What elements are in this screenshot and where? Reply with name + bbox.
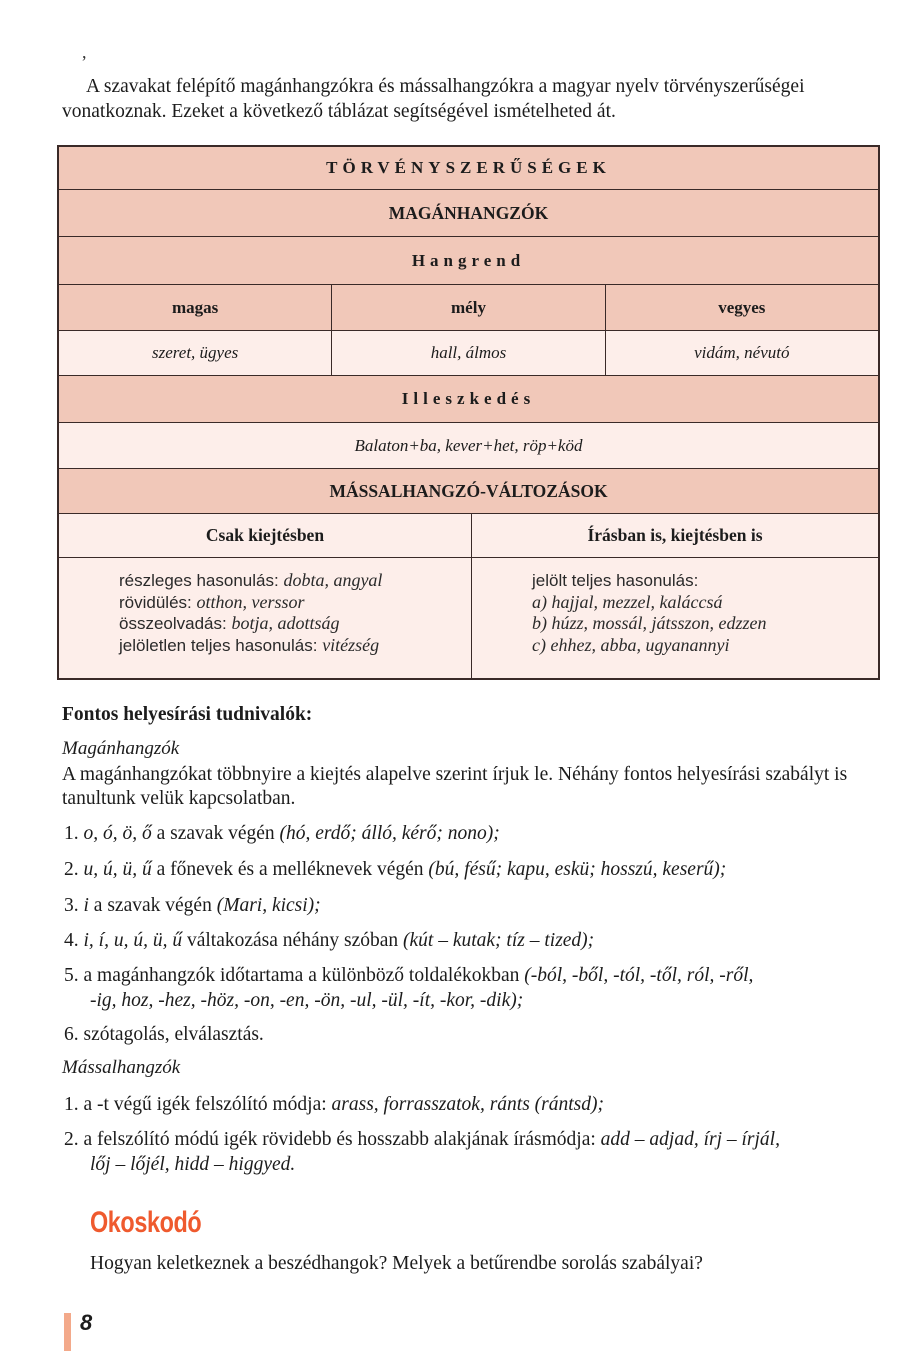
- vowel-rule-6: 6. szótagolás, elválasztás.: [64, 1024, 264, 1045]
- list-item: rövidülés: otthon, verssor: [119, 591, 305, 612]
- col-vegyes: vegyes: [605, 285, 878, 330]
- okoskodo-question: Hogyan keletkeznek a beszédhangok? Melyek a betűrendbe sorolás szabályai?: [90, 1253, 703, 1274]
- list-item: jelölt teljes hasonulás:: [532, 571, 699, 590]
- rules-table: [57, 145, 880, 680]
- consonants-header-row: [59, 469, 878, 514]
- vowel-rule-5: 5. a magánhangzók időtartama a különböző toldalékokban (-ból, -ből, -tól, -től, ról, -ről,: [64, 965, 754, 986]
- hangrend-columns-row: [59, 285, 878, 331]
- col-csak-kiejtesben: Csak kiejtésben: [205, 525, 325, 545]
- page-number: 8: [80, 1310, 93, 1335]
- illeszkedes-example: Balaton+ba, kever+het, röp+köd: [354, 435, 583, 455]
- vowel-rule-4: 4. i, í, u, ú, ü, ű váltakozása néhány szóban (kút – kutak; tíz – tized);: [64, 930, 595, 951]
- consonants-header: MÁSSALHANGZÓ-VÁLTOZÁSOK: [329, 480, 608, 501]
- stray-mark: ,: [82, 42, 87, 62]
- vowel-rule-2: 2. u, ú, ü, ű a főnevek és a melléknevek végén (bú, fésű; kapu, eskü; hosszú, keserű);: [64, 859, 727, 880]
- illeszkedes-row: [59, 376, 878, 423]
- vowels-header-row: [59, 190, 878, 237]
- consonant-rule-2: 2. a felszólító módú igék rövidebb és hosszabb alakjának írásmódja: add – adjad, írj – írjál,: [64, 1129, 780, 1150]
- vowel-rule-1: 1. o, ó, ö, ő a szavak végén (hó, erdő; álló, kérő; nono);: [64, 823, 500, 844]
- rules-title: Fontos helyesírási tudnivalók:: [62, 704, 313, 725]
- consonant-rule-2-cont: lőj – lőjél, hidd – higgyed.: [90, 1154, 296, 1175]
- page-number-bar: [64, 1313, 71, 1351]
- list-item: a) hajjal, mezzel, kaláccsá: [532, 591, 723, 612]
- consonants-subtitle: Mássalhangzók: [62, 1057, 181, 1078]
- vowel-rule-5-cont: -ig, hoz, -hez, -höz, -on, -en, -ön, -ul, -ül, -ít, -kor, -dik);: [90, 990, 524, 1011]
- list-item: összeolvadás: botja, adottság: [119, 613, 340, 633]
- vowel-rule-3: 3. i a szavak végén (Mari, kicsi);: [64, 895, 321, 916]
- hangrend-examples-row: [59, 331, 878, 376]
- example-magas: szeret, ügyes: [152, 343, 239, 362]
- col-irasban-is: Írásban is, kiejtésben is: [471, 514, 878, 557]
- intro-paragraph: A szavakat felépítő magánhangzókra és mássalhangzókra a magyar nyelv törvényszerűségei vonatkoznak. Ezeket a következő táblázat segítségével ismételheted át.: [62, 76, 805, 122]
- hangrend-row: [59, 237, 878, 285]
- illeszkedes-label: Illeszkedés: [401, 389, 536, 408]
- example-vegyes: vidám, névutó: [605, 331, 878, 375]
- example-mely: hall, álmos: [331, 331, 604, 375]
- illeszkedes-example-row: [59, 423, 878, 469]
- hangrend-label: Hangrend: [411, 250, 526, 270]
- consonant-columns-row: [59, 514, 878, 558]
- list-item: jelöletlen teljes hasonulás: vitézség: [119, 634, 380, 655]
- table-title: TÖRVÉNYSZERŰSÉGEK: [326, 158, 611, 177]
- list-item: b) húzz, mossál, játsszon, edzzen: [532, 613, 767, 633]
- right-examples: [471, 558, 878, 678]
- vowels-subtitle: Magánhangzók: [62, 738, 180, 759]
- table-title-row: [59, 147, 878, 190]
- vowels-header: MAGÁNHANGZÓK: [388, 202, 549, 223]
- vowels-paragraph: A magánhangzókat többnyire a kiejtés alapelve szerint írjuk le. Néhány fontos helyesírási szabályt is tanultunk velük kapcsolatban.: [62, 764, 848, 809]
- col-mely: mély: [331, 285, 604, 330]
- col-magas: magas: [172, 297, 219, 317]
- consonant-examples-row: [59, 558, 878, 678]
- list-item: c) ehhez, abba, ugyanannyi: [532, 634, 730, 655]
- list-item: részleges hasonulás: dobta, angyal: [119, 570, 383, 590]
- left-examples: [59, 558, 471, 678]
- consonant-rule-1: 1. a -t végű igék felszólító módja: arass, forrasszatok, ránts (rántsd);: [64, 1094, 605, 1115]
- okoskodo-heading: Okoskodó: [90, 1206, 202, 1239]
